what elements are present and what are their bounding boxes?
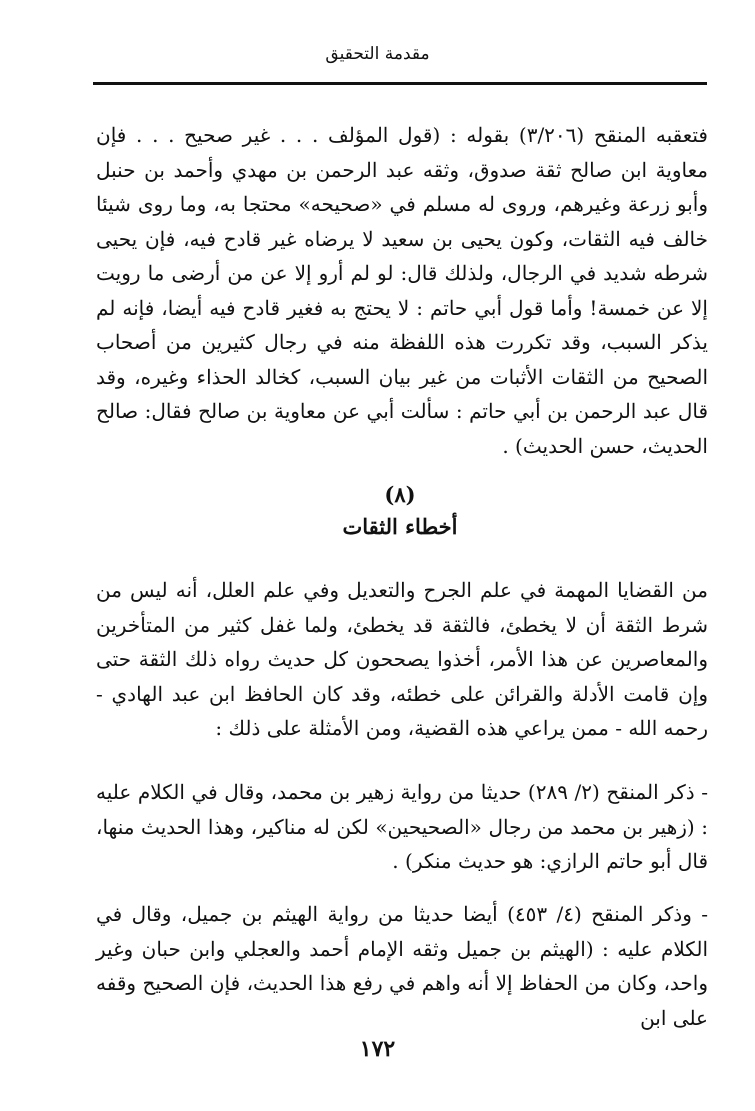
section-heading: أخطاء الثقات — [342, 514, 458, 539]
running-head-title: مقدمة التحقيق — [325, 44, 430, 64]
paragraph-example-1 — [96, 775, 708, 879]
page-number: ١٧٢ — [359, 1036, 396, 1062]
paragraph-section-intro — [96, 573, 708, 746]
header-divider-rule — [93, 82, 707, 85]
paragraph-text: من القضايا المهمة في علم الجرح والتعديل وفي علم العلل، أنه ليس من شرط الثقة أن لا يخطئ، فالثقة قد يخطئ، ولما غفل كثير من المتأخرين والمعاصرين عن هذا الأمر، أخذوا يصححون كل حديث رواه ذلك الثقة حتى وإن قامت الأدلة والقرائن على خطئه، وقد كان الحافظ ابن عبد الهادي - رحمه الله - ممن يراعي هذه القضية، ومن الأمثلة على ذلك : — [96, 578, 708, 740]
paragraph-example-2 — [96, 897, 708, 1035]
paragraph-text: فتعقبه المنقح (٣/٢٠٦) بقوله : (قول المؤلف . . . غير صحيح . . . فإن معاوية ابن صالح ثقة صدوق، وثقه عبد الرحمن بن مهدي وأحمد بن حنبل وأبو زرعة وغيرهم، وروى له مسلم في «صحيحه» محتجا به، وما روى شيئا خالف فيه الثقات، وكون يحيى بن سعيد لا يرضاه غير قادح فيه، فإن يحيى شرطه شديد في الرجال، ولذلك قال: لو لم أرو إلا عن من أرضى ما رويت إلا عن خمسة! وأما قول أبي حاتم : لا يحتج به فغير قادح فيه أيضا، فإنه لم يذكر السبب، وقد تكررت هذه اللفظة منه في رجال كثيرين من أصحاب الصحيح من الثقات الأثبات من غير بيان السبب، كخالد الحذاء وغيره، وقد قال عبد الرحمن بن أبي حاتم : سألت أبي عن معاوية بن صالح فقال: صالح الحديث، حسن الحديث) . — [96, 123, 709, 458]
section-number: (٨) — [384, 482, 416, 507]
paragraph-rebuttal-quote — [96, 118, 708, 463]
paragraph-text: - وذكر المنقح (٤/ ٤٥٣) أيضا حديثا من رواية الهيثم بن جميل، وقال في الكلام عليه : (الهيثم بن جميل وثقه الإمام أحمد والعجلي وابن حبان وغير واحد، وكان من الحفاظ إلا أنه واهم في رفع هذا الحديث، فإن الصحيح وقفه على ابن — [96, 902, 708, 1030]
paragraph-text: - ذكر المنقح (٢/ ٢٨٩) حديثا من رواية زهير بن محمد، وقال في الكلام عليه : (زهير بن محمد من رجال «الصحيحين» لكن له مناكير، وهذا الحديث منها، قال أبو حاتم الرازي: هو حديث منكر) . — [96, 780, 708, 873]
